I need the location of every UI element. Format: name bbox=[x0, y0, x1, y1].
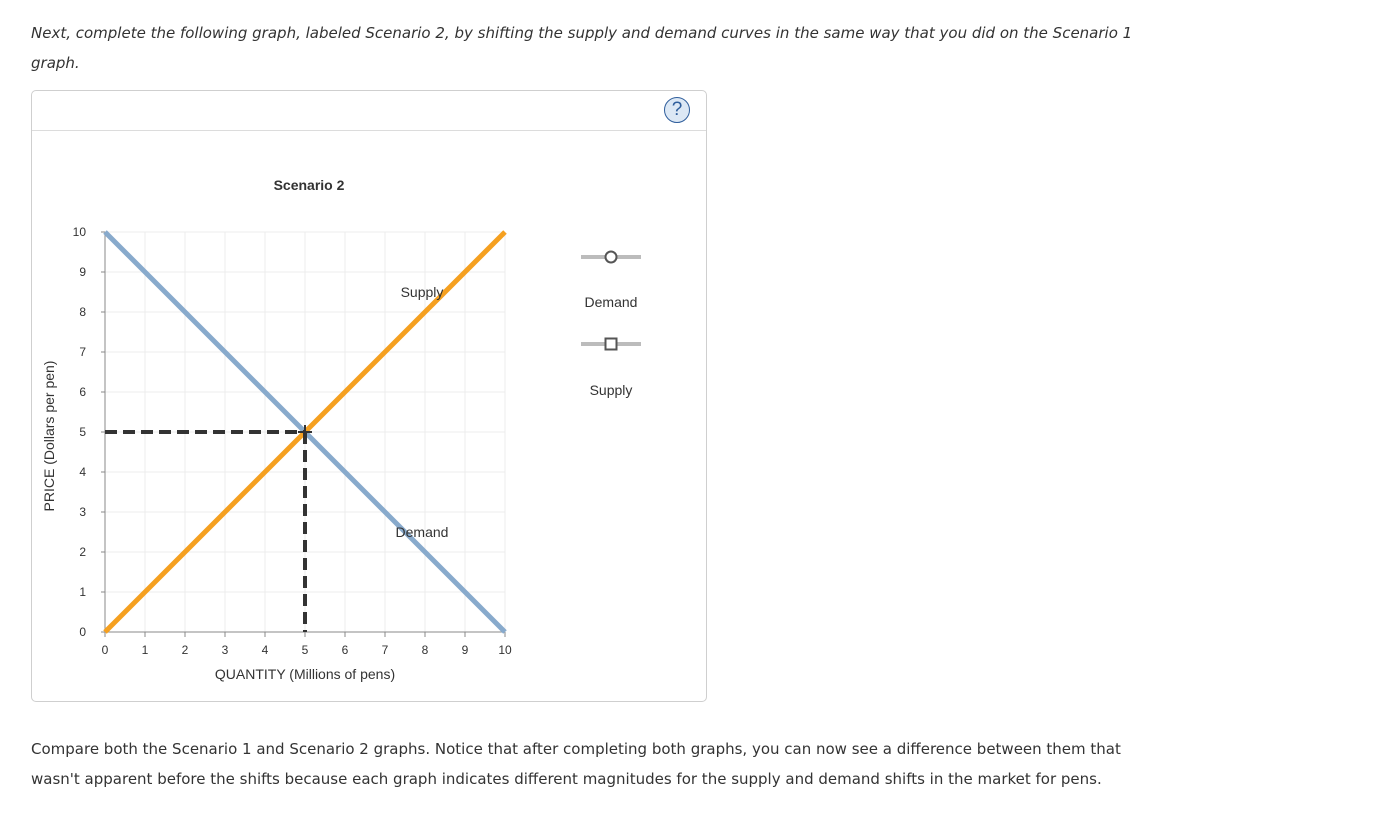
x-tick-label: 1 bbox=[141, 643, 149, 657]
supply-tool-icon[interactable] bbox=[606, 339, 617, 350]
x-tick-label: 2 bbox=[181, 643, 189, 657]
y-tick-label: 9 bbox=[79, 265, 86, 279]
y-tick-label: 8 bbox=[79, 305, 86, 319]
y-tick-label: 1 bbox=[79, 585, 86, 599]
demand-tool-icon[interactable] bbox=[606, 252, 617, 263]
x-tick-label: 0 bbox=[101, 643, 109, 657]
help-icon[interactable]: ? bbox=[664, 97, 690, 123]
legend-label-supply: Supply bbox=[589, 382, 633, 398]
y-tick-label: 2 bbox=[79, 545, 86, 559]
legend[interactable] bbox=[581, 252, 641, 399]
demand-curve-label: Demand bbox=[395, 524, 449, 540]
y-axis-label: PRICE (Dollars per pen) bbox=[41, 360, 57, 512]
y-tick-label: 7 bbox=[79, 345, 86, 359]
instruction-text: Next, complete the following graph, labeled Scenario 2, by shifting the supply and demand curves in the same way that you did on the Scenario 1 graph. bbox=[31, 24, 1133, 72]
supply-curve-label: Supply bbox=[400, 284, 444, 300]
y-tick-label: 10 bbox=[72, 225, 86, 239]
chart-title: Scenario 2 bbox=[273, 177, 345, 193]
comparison-text: Compare both the Scenario 1 and Scenario 2 graphs. Notice that after completing both graphs, you can now see a difference between them that wasn't apparent before the shifts because each graph indicates different magnitudes for the supply and demand shifts in the market for pens. bbox=[31, 740, 1121, 788]
x-tick-label: 4 bbox=[261, 643, 269, 657]
legend-label-demand: Demand bbox=[584, 294, 638, 310]
x-tick-label: 8 bbox=[421, 643, 429, 657]
x-tick-label: 6 bbox=[341, 643, 349, 657]
x-tick-label: 9 bbox=[461, 643, 469, 657]
y-tick-label: 4 bbox=[79, 465, 86, 479]
x-tick-label: 5 bbox=[301, 643, 309, 657]
x-axis-label: QUANTITY (Millions of pens) bbox=[214, 666, 396, 682]
y-tick-label: 6 bbox=[79, 385, 86, 399]
x-tick-label: 3 bbox=[221, 643, 229, 657]
y-tick-label: 5 bbox=[79, 425, 86, 439]
y-tick-label: 3 bbox=[79, 505, 86, 519]
x-tick-label: 10 bbox=[498, 643, 512, 657]
x-tick-label: 7 bbox=[381, 643, 389, 657]
y-tick-label: 0 bbox=[79, 625, 86, 639]
